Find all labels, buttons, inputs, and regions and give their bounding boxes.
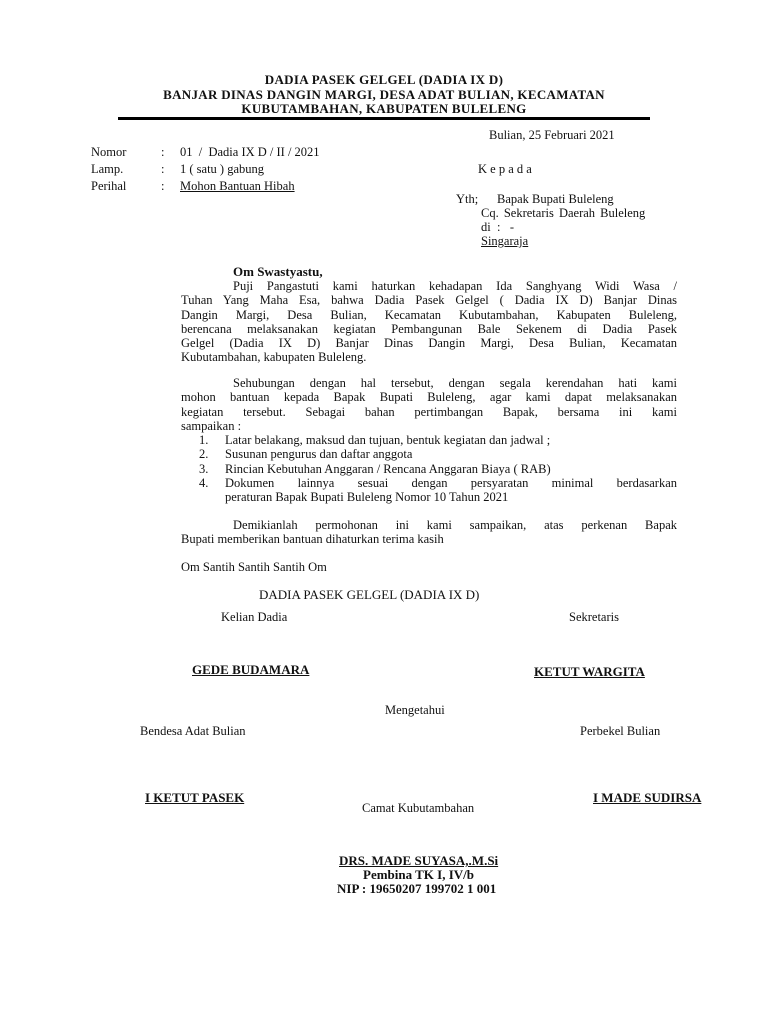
letterhead-line-2: BANJAR DINAS DANGIN MARGI, DESA ADAT BULIAN, KECAMATAN: [163, 87, 605, 102]
closing-salutation: Om Santih Santih Santih Om: [181, 560, 327, 574]
letterhead-line-3: KUBUTAMBAHAN, KABUPATEN BULELENG: [241, 101, 527, 116]
list-item-number: 4.: [199, 475, 209, 490]
signature-name-camat: DRS. MADE SUYASA,.M.Si: [339, 853, 499, 868]
signature-role-sekretaris: Sekretaris: [569, 610, 619, 624]
paragraph-line: sampaikan :: [181, 418, 242, 433]
list-item-number: 2.: [199, 447, 209, 462]
meta-colon: :: [161, 162, 165, 176]
signature-nip-camat: NIP : 19650207 199702 1 001: [337, 881, 497, 896]
paragraph-intro: [181, 279, 677, 365]
mengetahui-label: Mengetahui: [385, 703, 445, 717]
list-item-text: Dokumen lainnya sesuai dengan persyaratan minimal berdasarkan: [225, 475, 677, 490]
list-item-text: Susunan pengurus dan daftar anggota: [225, 447, 413, 462]
signature-name-perbekel: I MADE SUDIRSA: [593, 790, 702, 805]
paragraph-line: Gelgel (Dadia IX D) Banjar Dinas Dangin Margi, Desa Bulian, Kecamatan: [181, 336, 677, 351]
paragraph-line: Bupati memberikan bantuan dihaturkan terima kasih: [181, 532, 444, 547]
signature-rank-camat: Pembina TK I, IV/b: [363, 867, 475, 882]
signature-role-bendesa: Bendesa Adat Bulian: [140, 724, 246, 738]
paragraph-line: Puji Pangastuti kami haturkan kehadapan Ida Sanghyang Widi Wasa /: [233, 279, 677, 293]
signature-org: DADIA PASEK GELGEL (DADIA IX D): [259, 587, 480, 602]
paragraph-line: kegiatan tersebut. Sebagai bahan pertimbangan Bapak, bersama ini kami: [181, 404, 677, 419]
paragraph-closing: [181, 518, 677, 547]
list-item-number: 3.: [199, 461, 209, 476]
recipient-city: Singaraja: [481, 234, 529, 248]
meta-value-lamp: 1 ( satu ) gabung: [180, 162, 265, 176]
requirements-list: [195, 433, 677, 504]
list-item-text: Rincian Kebutuhan Anggaran / Rencana Anggaran Biaya ( RAB): [225, 461, 551, 476]
meta-colon: :: [161, 145, 165, 159]
list-item-number: 1.: [199, 433, 209, 447]
paragraph-line: Sehubungan dengan hal tersebut, dengan segala kerendahan hati kami: [233, 376, 677, 390]
date-place: Bulian, 25 Februari 2021: [489, 128, 615, 142]
meta-label-perihal: Perihal: [91, 179, 127, 193]
letterhead-rule: [118, 117, 650, 120]
paragraph-line: Kubutambahan, kabupaten Buleleng.: [181, 350, 367, 365]
greeting: Om Swastyastu,: [233, 264, 323, 279]
meta-value-perihal: Mohon Bantuan Hibah: [180, 179, 295, 193]
signature-name-bendesa: I KETUT PASEK: [145, 790, 245, 805]
recipient-kepada: K e p a d a: [478, 162, 532, 176]
signature-role-perbekel: Perbekel Bulian: [580, 724, 661, 738]
signature-role-kelian: Kelian Dadia: [221, 610, 288, 624]
paragraph-line: mohon bantuan kepada Bapak Bupati Buleleng, agar kami dapat melaksanakan: [181, 390, 677, 405]
list-item-text: Latar belakang, maksud dan tujuan, bentuk kegiatan dan jadwal ;: [225, 433, 551, 447]
recipient-di: di : -: [481, 220, 514, 234]
paragraph-line: Demikianlah permohonan ini kami sampaikan, atas perkenan Bapak: [233, 518, 677, 532]
list-item: [195, 476, 677, 505]
meta-label-lamp: Lamp.: [91, 162, 124, 176]
list-item: [195, 447, 677, 461]
paragraph-request: [181, 376, 677, 433]
meta-colon: :: [161, 179, 165, 193]
signature-name-kelian: GEDE BUDAMARA: [192, 662, 310, 677]
paragraph-line: berencana melaksanakan kegiatan Pembangunan Bale Sekenem di Dadia Pasek: [181, 321, 677, 336]
paragraph-line: Dangin Margi, Desa Bulian, Kecamatan Kubutambahan, Kabupaten Buleleng,: [181, 307, 677, 322]
list-item: [195, 462, 677, 476]
recipient-cq: Cq. Sekretaris Daerah Buleleng: [481, 206, 646, 220]
recipient-name: Bapak Bupati Buleleng: [497, 192, 614, 206]
letterhead-line-1: DADIA PASEK GELGEL (DADIA IX D): [264, 72, 504, 87]
signature-name-sekretaris: KETUT WARGITA: [534, 664, 645, 679]
meta-label-nomor: Nomor: [91, 145, 127, 159]
paragraph-line: Tuhan Yang Maha Esa, bahwa Dadia Pasek Gelgel ( Dadia IX D) Banjar Dinas: [181, 293, 677, 308]
signature-role-camat: Camat Kubutambahan: [362, 801, 475, 815]
meta-value-nomor: 01 / Dadia IX D / II / 2021: [180, 145, 320, 159]
list-item-text: peraturan Bapak Bupati Buleleng Nomor 10 Tahun 2021: [225, 490, 509, 505]
recipient-yth-label: Yth;: [456, 192, 479, 206]
list-item: [195, 433, 677, 447]
